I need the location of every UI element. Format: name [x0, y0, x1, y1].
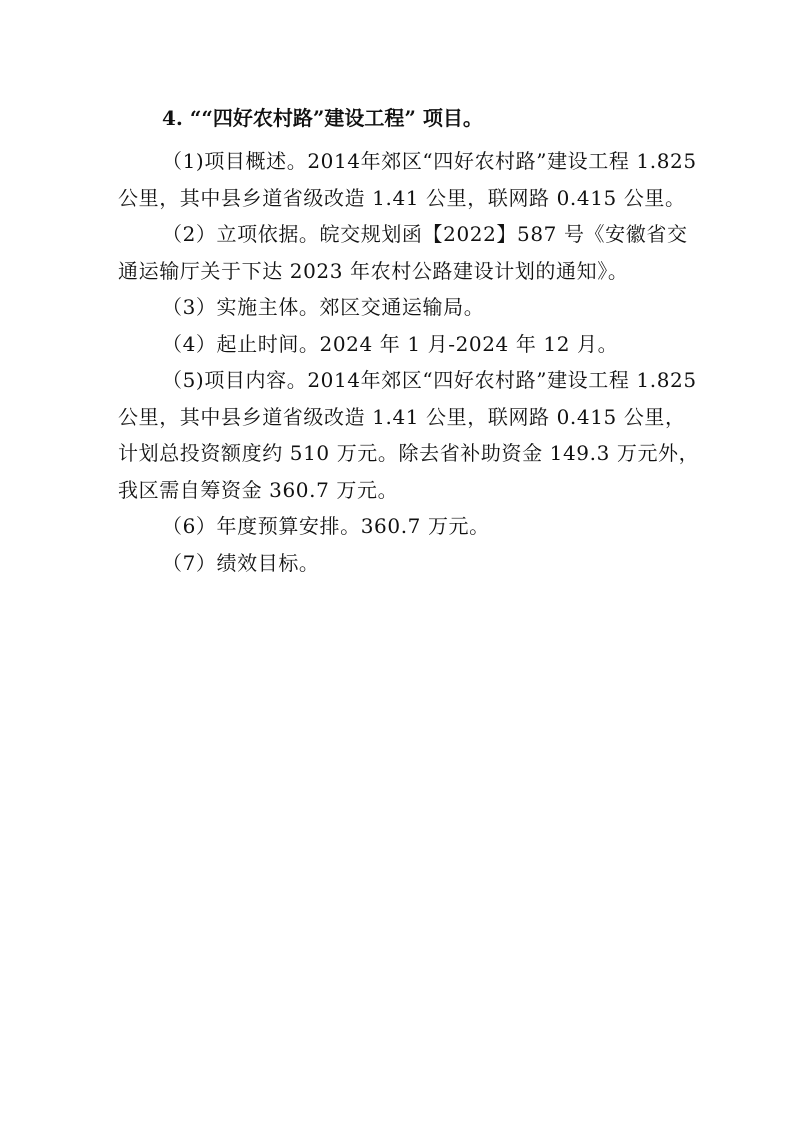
- paragraph-line: 公里，其中县乡道省级改造 1.41 公里，联网路 0.415 公里，: [118, 404, 686, 429]
- paragraph-period: [118, 326, 678, 363]
- document-body: [118, 101, 700, 581]
- paragraph-implementer: [118, 289, 678, 326]
- paragraph-basis: [118, 216, 688, 289]
- paragraph-line: 通运输厅关于下达 2023 年农村公路建设计划的通知》。: [118, 258, 629, 283]
- paragraph-line: （7）绩效目标。: [162, 550, 320, 575]
- paragraph-line: （4）起止时间。2024 年 1 月-2024 年 12 月。: [162, 331, 619, 356]
- paragraph-line: （5)项目内容。2014年郊区“四好农村路”建设工程 1.825: [162, 368, 697, 392]
- paragraph-line: 计划总投资额度约 510 万元。除去省补助资金 149.3 万元外，: [118, 441, 700, 465]
- paragraph-line: 公里，其中县乡道省级改造 1.41 公里，联网路 0.415 公里。: [118, 185, 686, 210]
- paragraph-line: 我区需自筹资金 360.7 万元。: [118, 477, 399, 502]
- paragraph-line: （2）立项依据。皖交规划函【2022】587 号《安徽省交: [162, 222, 688, 246]
- section-heading: 4. ““四好农村路”建设工程” 项目。: [162, 106, 483, 130]
- paragraph-line: （1)项目概述。2014年郊区“四好农村路”建设工程 1.825: [162, 149, 697, 173]
- paragraph-budget: [118, 508, 678, 545]
- paragraph-line: （3）实施主体。郊区交通运输局。: [162, 295, 485, 319]
- paragraph-content: [118, 362, 700, 508]
- paragraph-goals: [118, 545, 678, 582]
- paragraph-overview: [118, 143, 697, 216]
- paragraph-line: （6）年度预算安排。360.7 万元。: [162, 514, 490, 538]
